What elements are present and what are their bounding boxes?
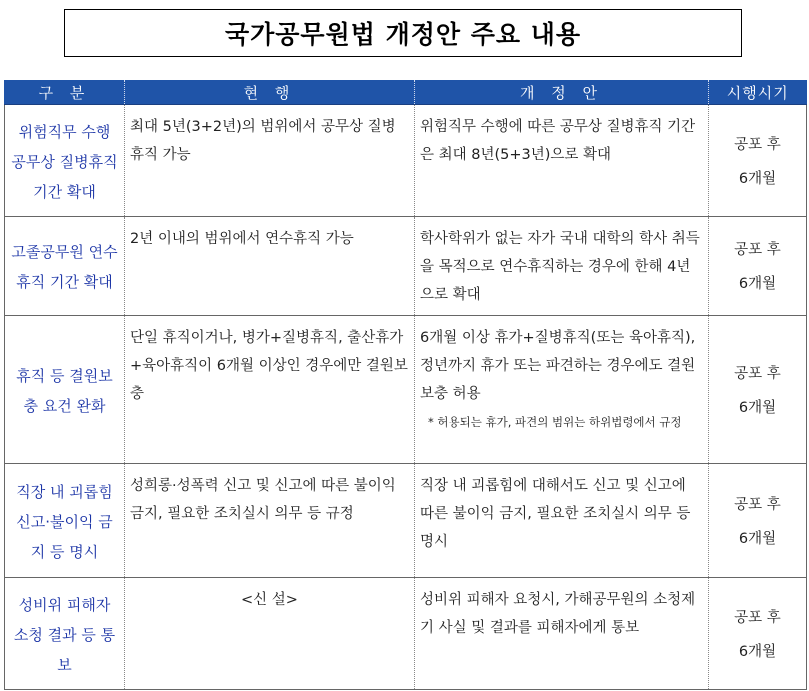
row-current: 단일 휴직이거나, 병가+질병휴직, 출산휴가+육아휴직이 6개월 이상인 경우에만 결원보충 [125,316,415,464]
effective-line1: 공포 후 [734,609,781,626]
header-category: 구 분 [5,80,125,105]
row-revision: 학사학위가 없는 자가 국내 대학의 학사 취득을 목적으로 연수휴직하는 경우에 한해 4년으로 확대 [415,217,709,316]
revision-note: * 허용되는 휴가, 파견의 범위는 하위법령에서 규정 [428,415,682,429]
effective-line1: 공포 후 [734,136,781,153]
header-effective: 시행시기 [709,80,807,105]
table-row [5,464,807,578]
header-current: 현 행 [125,80,415,105]
effective-line1: 공포 후 [734,242,781,258]
effective-line2: 6개월 [738,399,777,416]
row-revision [415,316,709,464]
title-box [64,9,742,57]
row-revision: 위험직무 수행에 따른 공무상 질병휴직 기간은 최대 8년(5+3년)으로 확대 [415,105,709,217]
row-category: 휴직 등 결원보충 요건 완화 [5,316,125,464]
table-row [5,316,807,464]
revision-text: 6개월 이상 휴가+질병휴직(또는 육아휴직), 정년까지 휴가 또는 파견하는 경우에도 결원보충 허용 [420,330,696,402]
effective-line2: 6개월 [738,643,777,660]
row-effective [709,464,807,578]
revision-table [4,80,807,690]
row-effective [709,578,807,690]
table-row [5,217,807,316]
row-current: 2년 이내의 범위에서 연수휴직 가능 [125,217,415,316]
row-effective [709,105,807,217]
row-category: 성비위 피해자 소청 결과 등 통보 [5,578,125,690]
header-row [5,80,807,105]
row-category: 고졸공무원 연수휴직 기간 확대 [5,217,125,316]
row-effective [709,217,807,316]
effective-line2: 6개월 [738,276,777,292]
row-current: <신 설> [125,578,415,690]
row-category: 위험직무 수행 공무상 질병휴직 기간 확대 [5,105,125,217]
effective-line1: 공포 후 [734,365,781,382]
header-revision: 개 정 안 [415,80,709,105]
row-revision: 직장 내 괴롭힘에 대해서도 신고 및 신고에 따른 불이익 금지, 필요한 조치실시 의무 등 명시 [415,464,709,578]
row-revision: 성비위 피해자 요청시, 가해공무원의 소청제기 사실 및 결과를 피해자에게 통보 [415,578,709,690]
row-effective [709,316,807,464]
effective-line1: 공포 후 [734,496,781,513]
page-title: 국가공무원법 개정안 주요 내용 [224,20,582,49]
row-category: 직장 내 괴롭힘 신고·불이익 금지 등 명시 [5,464,125,578]
table-row [5,578,807,690]
effective-line2: 6개월 [738,170,777,187]
row-current: 최대 5년(3+2년)의 범위에서 공무상 질병휴직 가능 [125,105,415,217]
row-current: 성희롱·성폭력 신고 및 신고에 따른 불이익 금지, 필요한 조치실시 의무 등 규정 [125,464,415,578]
table-row [5,105,807,217]
effective-line2: 6개월 [738,530,777,547]
